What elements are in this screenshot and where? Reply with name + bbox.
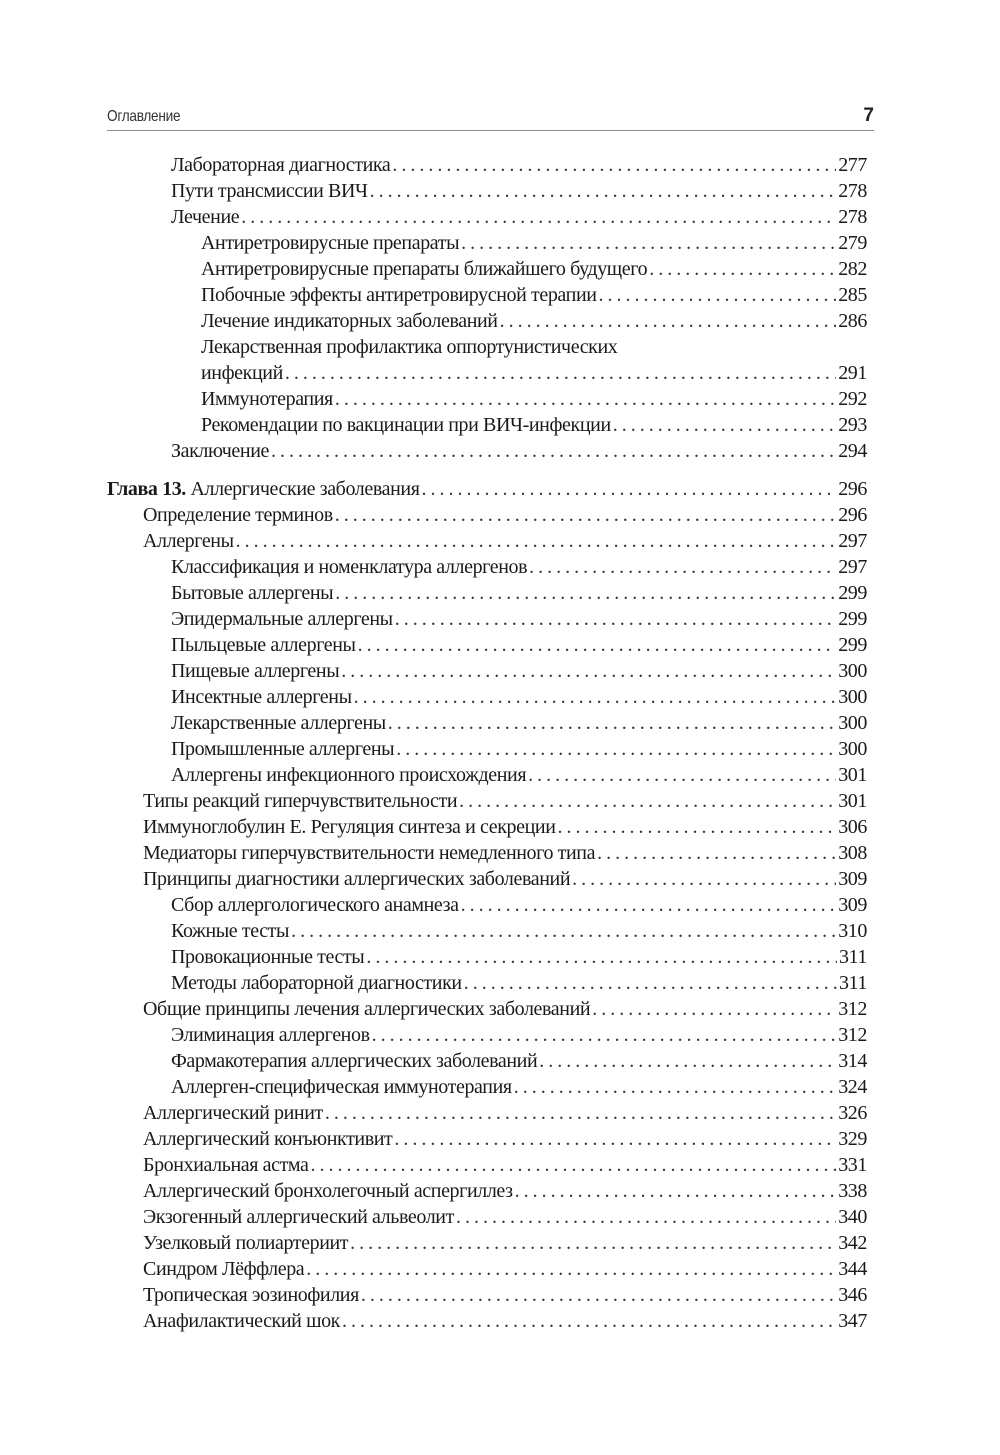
leader-dots	[291, 918, 836, 944]
toc-entry-page: 278	[838, 180, 867, 202]
toc-entry-title: Аллергический бронхолегочный аспергиллез	[143, 1180, 513, 1202]
leader-dots	[392, 152, 836, 178]
toc-entry-title: Иммуноглобулин Е. Регуляция синтеза и секреции	[143, 816, 556, 838]
leader-dots	[306, 1256, 836, 1282]
leader-dots	[335, 580, 836, 606]
toc-entry-page: 342	[838, 1232, 867, 1254]
toc-entry-title: Типы реакций гиперчувствительности	[143, 790, 458, 812]
toc-entry-page: 277	[838, 154, 867, 176]
toc-entry[interactable]	[107, 412, 867, 438]
toc-entry-page: 297	[838, 556, 867, 578]
toc-entry-page: 311	[838, 972, 867, 994]
toc-entry-page: 299	[838, 634, 867, 656]
toc-section-allergic-diseases	[107, 502, 867, 1334]
toc-entry-title: Аллергены инфекционного происхождения	[171, 764, 527, 786]
toc-entry-title: Лабораторная диагностика	[171, 154, 391, 176]
toc-entry-page: 308	[838, 842, 867, 864]
toc-entry-page: 285	[838, 284, 867, 306]
leader-dots	[649, 256, 836, 282]
toc-entry[interactable]	[107, 996, 867, 1022]
leader-dots	[311, 1152, 837, 1178]
chapter-page: 296	[838, 478, 867, 500]
leader-dots	[271, 438, 836, 464]
toc-entry-page: 301	[838, 790, 867, 812]
toc-chapter-13[interactable]	[107, 476, 867, 502]
toc-entry[interactable]	[107, 1152, 867, 1178]
leader-dots	[395, 606, 836, 632]
toc-entry-title: Медиаторы гиперчувствительности немедленного типа	[143, 842, 596, 864]
toc-entry[interactable]	[107, 502, 867, 528]
toc-entry[interactable]	[107, 554, 867, 580]
toc-entry-title: Аллергический конъюнктивит	[143, 1128, 393, 1150]
toc-entry-title: Синдром Лёффлера	[143, 1258, 305, 1280]
toc-entry-title: инфекций	[201, 362, 283, 384]
toc-entry-page: 311	[838, 946, 867, 968]
toc-entry-page: 340	[838, 1206, 867, 1228]
toc-entry-page: 347	[838, 1310, 867, 1332]
toc-entry-page: 282	[838, 258, 867, 280]
leader-dots	[500, 308, 837, 334]
toc-entry-page: 312	[838, 1024, 867, 1046]
toc-entry-title: Аллергены	[143, 530, 234, 552]
toc-entry-page: 297	[838, 530, 867, 552]
leader-dots	[539, 1048, 836, 1074]
toc-entry-page: 310	[838, 920, 867, 942]
leader-dots	[461, 230, 836, 256]
toc-entry-title: Бронхиальная астма	[143, 1154, 309, 1176]
leader-dots	[528, 762, 836, 788]
leader-dots	[572, 866, 836, 892]
leader-dots	[350, 1230, 836, 1256]
toc-entry[interactable]	[107, 1178, 867, 1204]
toc-entry-title: Общие принципы лечения аллергических заболеваний	[143, 998, 591, 1020]
toc-entry[interactable]	[107, 178, 867, 204]
toc-entry[interactable]	[107, 840, 867, 866]
toc-entry-title: Провокационные тесты	[171, 946, 365, 968]
toc-entry-title: Определение терминов	[143, 504, 333, 526]
toc-entry[interactable]	[107, 892, 867, 918]
toc-entry[interactable]	[107, 282, 867, 308]
toc-entry-title: Рекомендации по вакцинации при ВИЧ-инфекции	[201, 414, 611, 436]
toc-entry[interactable]	[107, 736, 867, 762]
section-gap	[107, 464, 867, 476]
toc-entry[interactable]	[107, 658, 867, 684]
leader-dots	[366, 944, 837, 970]
toc-entry-page: 286	[838, 310, 867, 332]
toc-entry-title: Инсектные аллергены	[171, 686, 352, 708]
toc-entry-title: Методы лабораторной диагностики	[171, 972, 462, 994]
toc-entry-title: Бытовые аллергены	[171, 582, 334, 604]
toc-entry-title: Лекарственная профилактика оппортунистических	[201, 336, 618, 358]
leader-dots	[341, 658, 836, 684]
toc-entry[interactable]	[107, 788, 867, 814]
page-number: 7	[863, 105, 874, 126]
toc-entry-title: Лечение индикаторных заболеваний	[201, 310, 498, 332]
running-header-title: Оглавление	[107, 108, 181, 125]
leader-dots	[422, 476, 837, 502]
toc-entry[interactable]	[107, 632, 867, 658]
leader-dots	[285, 360, 836, 386]
toc-entry-title: Элиминация аллергенов	[171, 1024, 370, 1046]
toc-entry-title: Фармакотерапия аллергических заболеваний	[171, 1050, 538, 1072]
toc-entry-title: Антиретровирусные препараты	[201, 232, 460, 254]
toc-entry[interactable]	[107, 386, 867, 412]
toc-entry-title: Пищевые аллергены	[171, 660, 340, 682]
leader-dots	[236, 528, 837, 554]
toc-entry-page: 293	[838, 414, 867, 436]
toc-entry-page: 344	[838, 1258, 867, 1280]
leader-dots	[558, 814, 837, 840]
toc-entry[interactable]	[107, 762, 867, 788]
toc-entry-title: Экзогенный аллергический альвеолит	[143, 1206, 454, 1228]
toc-entry-title: Пыльцевые аллергены	[171, 634, 356, 656]
toc-entry-title: Аллергический ринит	[143, 1102, 323, 1124]
toc-entry-title: Классификация и номенклатура аллергенов	[171, 556, 528, 578]
chapter-label: Глава 13.	[107, 478, 186, 500]
toc-entry-title: Пути трансмиссии ВИЧ	[171, 180, 368, 202]
toc-entry-page: 294	[838, 440, 867, 462]
toc-entry[interactable]	[107, 1074, 867, 1100]
toc-entry[interactable]	[107, 334, 867, 360]
toc-entry[interactable]	[107, 918, 867, 944]
leader-dots	[354, 684, 837, 710]
toc-entry-page: 309	[838, 894, 867, 916]
leader-dots	[456, 1204, 836, 1230]
toc-entry-page: 300	[838, 712, 867, 734]
toc-section-hiv-continued	[107, 152, 867, 464]
toc-entry-page: 279	[838, 232, 867, 254]
leader-dots	[613, 412, 836, 438]
toc-entry-page: 300	[838, 660, 867, 682]
toc-entry[interactable]	[107, 308, 867, 334]
toc-entry[interactable]	[107, 1100, 867, 1126]
toc-entry-page: 314	[838, 1050, 867, 1072]
toc-entry[interactable]	[107, 606, 867, 632]
toc-entry[interactable]	[107, 1282, 867, 1308]
toc-entry-title: Эпидермальные аллергены	[171, 608, 393, 630]
toc-entry[interactable]	[107, 230, 867, 256]
leader-dots	[461, 892, 837, 918]
toc-entry-title: Сбор аллергологического анамнеза	[171, 894, 459, 916]
leader-dots	[370, 178, 837, 204]
leader-dots	[515, 1178, 837, 1204]
chapter-heading	[107, 476, 420, 502]
toc-entry[interactable]	[107, 152, 867, 178]
leader-dots	[459, 788, 836, 814]
toc-entry[interactable]	[107, 944, 867, 970]
toc-entry[interactable]	[107, 814, 867, 840]
toc-entry-title: Лекарственные аллергены	[171, 712, 386, 734]
toc-entry-title: Промышленные аллергены	[171, 738, 395, 760]
toc-entry-page: 346	[838, 1284, 867, 1306]
leader-dots	[529, 554, 836, 580]
table-of-contents	[107, 152, 867, 1334]
toc-entry-title: Анафилактический шок	[143, 1310, 340, 1332]
toc-entry-title: Иммунотерапия	[201, 388, 333, 410]
leader-dots	[599, 282, 837, 308]
toc-entry-title: Лечение	[171, 206, 240, 228]
toc-entry-page: 300	[838, 738, 867, 760]
chapter-title: Аллергические заболевания	[190, 478, 420, 500]
toc-entry-page: 338	[838, 1180, 867, 1202]
leader-dots	[342, 1308, 836, 1334]
leader-dots	[388, 710, 836, 736]
leader-dots	[394, 1126, 836, 1152]
toc-entry[interactable]	[107, 970, 867, 996]
toc-entry[interactable]	[107, 438, 867, 464]
toc-entry-page: 292	[838, 388, 867, 410]
leader-dots	[514, 1074, 837, 1100]
leader-dots	[597, 840, 836, 866]
leader-dots	[361, 1282, 836, 1308]
leader-dots	[396, 736, 836, 762]
toc-entry-title: Кожные тесты	[171, 920, 290, 942]
toc-entry-page: 331	[838, 1154, 867, 1176]
toc-entry[interactable]	[107, 1048, 867, 1074]
toc-entry-page: 299	[838, 582, 867, 604]
toc-entry-title: Антиретровирусные препараты ближайшего будущего	[201, 258, 648, 280]
toc-entry[interactable]	[107, 528, 867, 554]
leader-dots	[592, 996, 836, 1022]
leader-dots	[335, 386, 836, 412]
toc-entry[interactable]	[107, 256, 867, 282]
toc-entry[interactable]	[107, 1308, 867, 1334]
toc-entry-page: 329	[838, 1128, 867, 1150]
toc-entry-title: Узелковый полиартериит	[143, 1232, 349, 1254]
toc-entry-page: 300	[838, 686, 867, 708]
toc-entry[interactable]	[107, 1126, 867, 1152]
toc-entry-page: 296	[838, 504, 867, 526]
toc-entry-title: Принципы диагностики аллергических заболеваний	[143, 868, 571, 890]
toc-entry-page: 324	[838, 1076, 867, 1098]
leader-dots	[464, 970, 837, 996]
toc-entry-page: 278	[838, 206, 867, 228]
toc-entry-title: Тропическая эозинофилия	[143, 1284, 359, 1306]
leader-dots	[335, 502, 836, 528]
toc-entry[interactable]	[107, 710, 867, 736]
toc-entry-title: Побочные эффекты антиретровирусной терапии	[201, 284, 597, 306]
toc-entry[interactable]	[107, 580, 867, 606]
toc-entry-page: 306	[838, 816, 867, 838]
toc-entry[interactable]	[107, 684, 867, 710]
toc-entry[interactable]	[107, 1256, 867, 1282]
leader-dots	[325, 1100, 836, 1126]
toc-entry[interactable]	[107, 1204, 867, 1230]
toc-entry-title: Аллерген-специфическая иммунотерапия	[171, 1076, 512, 1098]
toc-entry-page: 309	[838, 868, 867, 890]
leader-dots	[372, 1022, 837, 1048]
toc-entry-page: 301	[838, 764, 867, 786]
leader-dots	[241, 204, 836, 230]
toc-entry-title: Заключение	[171, 440, 269, 462]
toc-entry[interactable]	[107, 1230, 867, 1256]
toc-entry[interactable]	[107, 1022, 867, 1048]
toc-entry[interactable]	[107, 866, 867, 892]
toc-entry[interactable]	[107, 360, 867, 386]
toc-entry-page: 326	[838, 1102, 867, 1124]
running-header	[107, 104, 874, 131]
toc-entry-page: 291	[838, 362, 867, 384]
leader-dots	[358, 632, 837, 658]
toc-entry-page: 299	[838, 608, 867, 630]
toc-entry-page: 312	[838, 998, 867, 1020]
toc-entry[interactable]	[107, 204, 867, 230]
